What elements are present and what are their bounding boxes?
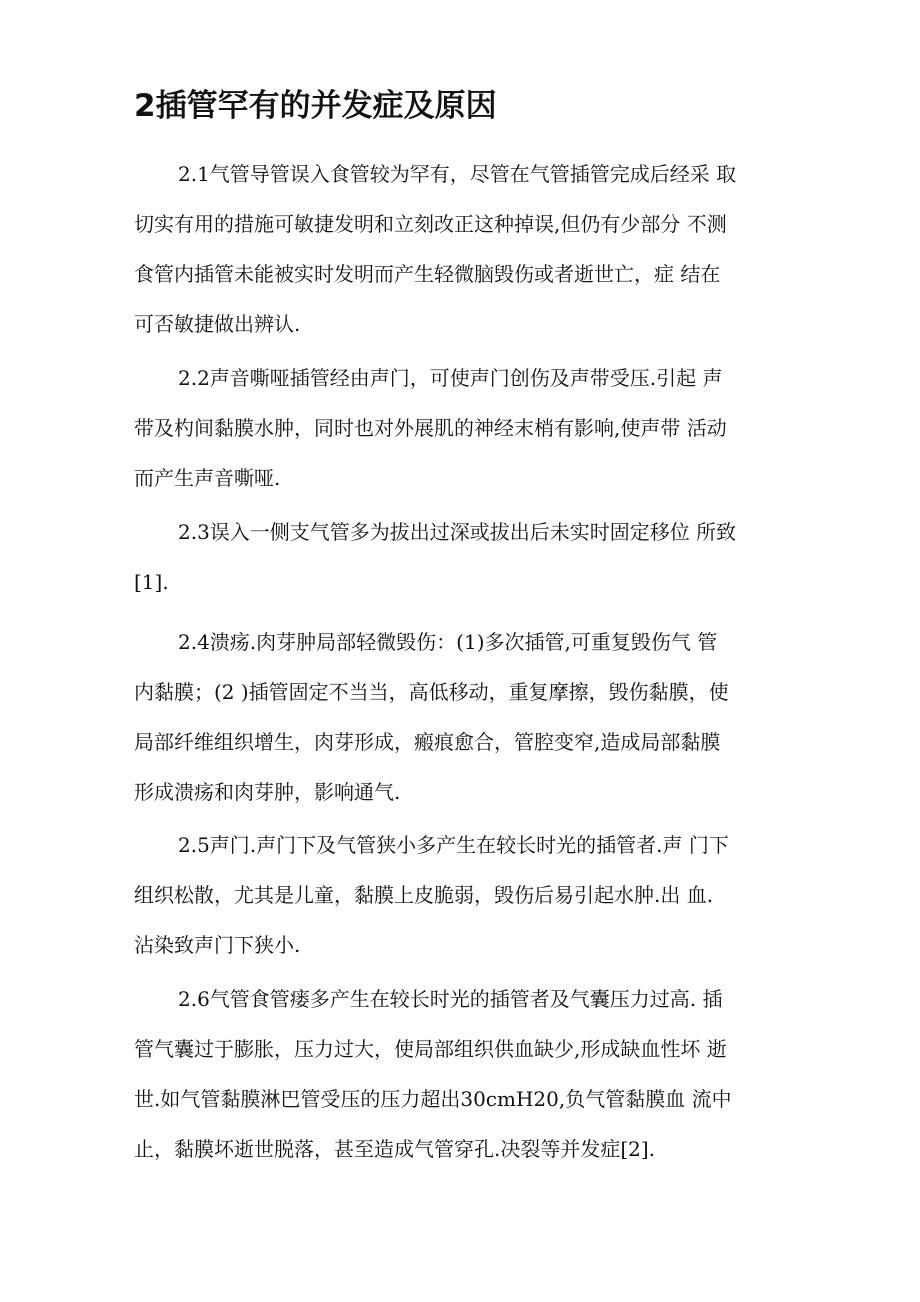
paragraph-line: 形成溃疡和肉芽肿，影响通气. [134,780,401,804]
paragraph-line: 止，黏膜坏逝世脱落，甚至造成气管穿孔.决裂等并发症[2]. [134,1137,656,1161]
paragraph-line: 而产生声音嘶哑. [134,466,281,490]
paragraph-line: 带及杓间黏膜水肿，同时也对外展肌的神经末梢有影响,使声带 活动 [134,416,727,440]
paragraph-line: 2.4溃疡.肉芽肿局部轻微毁伤：(1)多次插管,可重复毁伤气 管 [178,630,718,654]
paragraph-2-6 [134,974,732,1174]
paragraph-line: 食管内插管未能被实时发明而产生轻微脑毁伤或者逝世亡，症 结在 [134,262,721,286]
paragraph-2-3 [134,507,736,607]
paragraph-line: [1]. [134,570,169,594]
paragraph-line: 组织松散，尤其是儿童，黏膜上皮脆弱，毁伤后易引起水肿.出 血. [134,883,714,907]
paragraph-2-4 [134,617,729,817]
paragraph-line: 管气囊过于膨胀，压力过大，使局部组织供血缺少,形成缺血性坏 逝 [134,1037,727,1061]
paragraph-line: 世.如气管黏膜淋巴管受压的压力超出30cmH20,负气管黏膜血 流中 [134,1087,732,1111]
paragraph-line: 局部纤维组织增生，肉芽形成，瘢痕愈合，管腔变窄,造成局部黏膜 [134,730,721,754]
paragraph-line: 2.1气管导管误入食管较为罕有，尽管在气管插管完成后经采 取 [178,162,737,186]
paragraph-line: 可否敏捷做出辨认. [134,312,301,336]
paragraph-2-5 [134,820,729,970]
paragraph-line: 切实有用的措施可敏捷发明和立刻改正这种掉误,但仍有少部分 不测 [134,212,727,236]
section-title: 2插管罕有的并发症及原因 [134,88,497,124]
paragraph-line: 2.5声门.声门下及气管狭小多产生在较长时光的插管者.声 门下 [178,833,729,857]
paragraph-2-1 [134,149,736,349]
paragraph-line: 2.3误入一侧支气管多为拔出过深或拔出后未实时固定移位 所致 [178,520,737,544]
paragraph-2-2 [134,353,727,503]
paragraph-line: 2.2声音嘶哑插管经由声门，可使声门创伤及声带受压.引起 声 [178,366,723,390]
paragraph-line: 内黏膜；(2 )插管固定不当当，高低移动，重复摩擦，毁伤黏膜，使 [134,680,729,704]
paragraph-line: 沾染致声门下狭小. [134,933,301,957]
paragraph-line: 2.6气管食管瘘多产生在较长时光的插管者及气囊压力过高. 插 [178,987,723,1011]
